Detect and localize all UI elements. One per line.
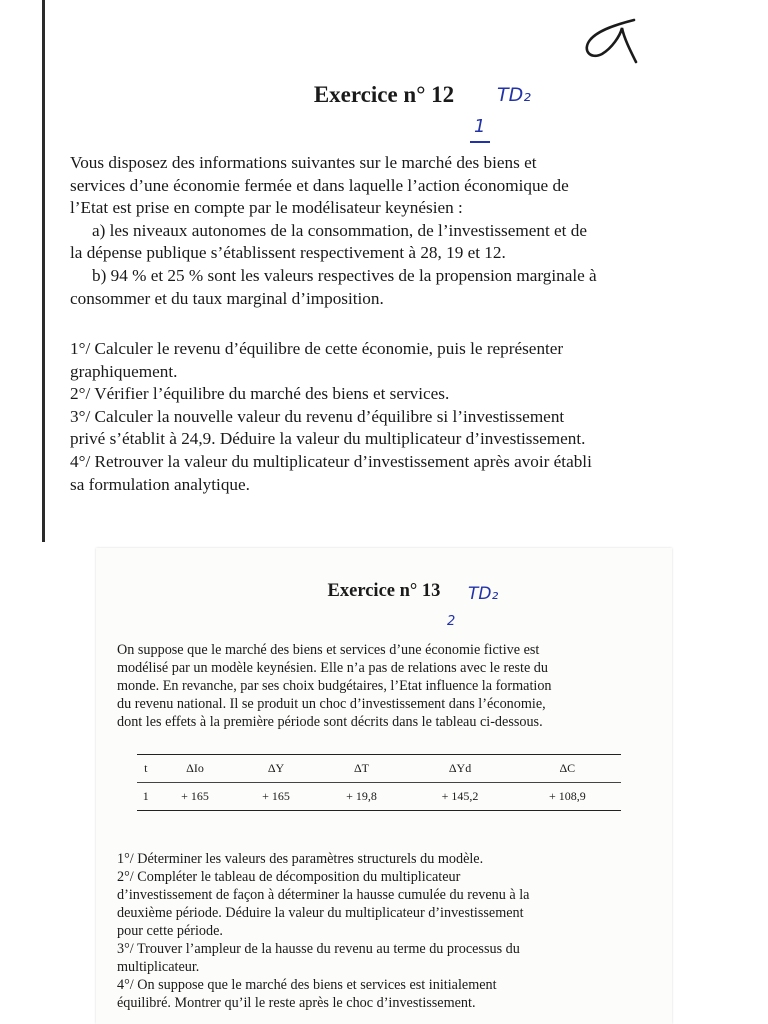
handwritten-alpha-mark xyxy=(578,14,638,66)
handwritten-number-note: 2 xyxy=(447,614,456,629)
statement-line: Vous disposez des informations suivantes sur le marché des biens et xyxy=(70,153,537,172)
exercise-12-questions xyxy=(70,338,692,496)
column-header: ΔT xyxy=(317,755,407,783)
statement-item-a: a) les niveaux autonomes de la consommation, de l’investissement et de xyxy=(92,220,587,240)
question-line: 1°/ Déterminer les valeurs des paramètres structurels du modèle. xyxy=(117,851,484,867)
question-line: 2°/ Compléter le tableau de décomposition du multiplicateur xyxy=(117,869,461,885)
exercise-13-questions xyxy=(117,850,649,1012)
question-line: d’investissement de façon à déterminer la hausse cumulée du revenu à la xyxy=(117,887,530,903)
question-line: 1°/ Calculer le revenu d’équilibre de cette économie, puis le représenter xyxy=(70,339,564,358)
question-line: 4°/ On suppose que le marché des biens et services est initialement xyxy=(117,977,497,993)
handwritten-td-note: TD₂ xyxy=(497,84,531,106)
statement-line: la dépense publique s’établissent respectivement à 28, 19 et 12. xyxy=(70,243,506,263)
handwritten-number-note: 1 xyxy=(474,116,486,137)
table-row xyxy=(137,783,621,811)
question-line: multiplicateur. xyxy=(117,959,200,975)
column-header: ΔY xyxy=(236,755,317,783)
table-cell: + 19,8 xyxy=(317,783,407,811)
statement-line: consommer et du taux marginal d’imposition. xyxy=(70,288,384,308)
statement-line: modélisé par un modèle keynésien. Elle n’a pas de relations avec le reste du xyxy=(117,660,548,676)
question-line: 2°/ Vérifier l’équilibre du marché des biens et services. xyxy=(70,384,450,404)
column-header: ΔIo xyxy=(155,755,236,783)
statement-line: l’Etat est prise en compte par le modélisateur keynésien : xyxy=(70,198,463,218)
question-line: privé s’établit à 24,9. Déduire la valeur du multiplicateur d’investissement. xyxy=(70,429,586,449)
question-line: pour cette période. xyxy=(117,923,223,939)
statement-line: On suppose que le marché des biens et services d’une économie fictive est xyxy=(117,642,540,658)
table-header-row xyxy=(137,755,621,783)
statement-line: services d’une économie fermée et dans laquelle l’action économique de xyxy=(70,175,569,195)
statement-line: dont les effets à la première période sont décrits dans le tableau ci-dessous. xyxy=(117,714,543,730)
table-cell: + 165 xyxy=(155,783,236,811)
question-line: 3°/ Trouver l’ampleur de la hausse du revenu au terme du processus du xyxy=(117,941,520,957)
column-header: ΔC xyxy=(514,755,621,783)
exercise-12-title: Exercice n° 12 xyxy=(313,82,455,107)
question-line: équilibré. Montrer qu’il le reste après le choc d’investissement. xyxy=(117,995,476,1011)
exercise-12-statement xyxy=(70,152,692,310)
handwritten-underline xyxy=(470,141,490,143)
multiplier-table xyxy=(137,754,621,811)
question-line: graphiquement. xyxy=(70,361,178,381)
exercise-13-title: Exercice n° 13 xyxy=(327,581,441,601)
exercise-13-statement xyxy=(117,641,649,731)
question-line: 4°/ Retrouver la valeur du multiplicateur d’investissement après avoir établi xyxy=(70,451,592,471)
statement-item-b: b) 94 % et 25 % sont les valeurs respectives de la propension marginale à xyxy=(92,265,597,285)
table-cell: + 165 xyxy=(236,783,317,811)
question-line: 3°/ Calculer la nouvelle valeur du revenu d’équilibre si l’investissement xyxy=(70,406,565,426)
question-line: deuxième période. Déduire la valeur du multiplicateur d’investissement xyxy=(117,905,524,921)
column-header: ΔYd xyxy=(406,755,513,783)
column-header: t xyxy=(137,755,155,783)
table-cell: 1 xyxy=(137,783,155,811)
statement-line: du revenu national. Il se produit un choc d’investissement dans l’économie, xyxy=(117,696,546,712)
question-line: sa formulation analytique. xyxy=(70,474,250,494)
table-cell: + 108,9 xyxy=(514,783,621,811)
handwritten-td-note: TD₂ xyxy=(468,584,499,604)
table-cell: + 145,2 xyxy=(406,783,513,811)
statement-line: monde. En revanche, par ses choix budgétaires, l’Etat influence la formation xyxy=(117,678,552,694)
